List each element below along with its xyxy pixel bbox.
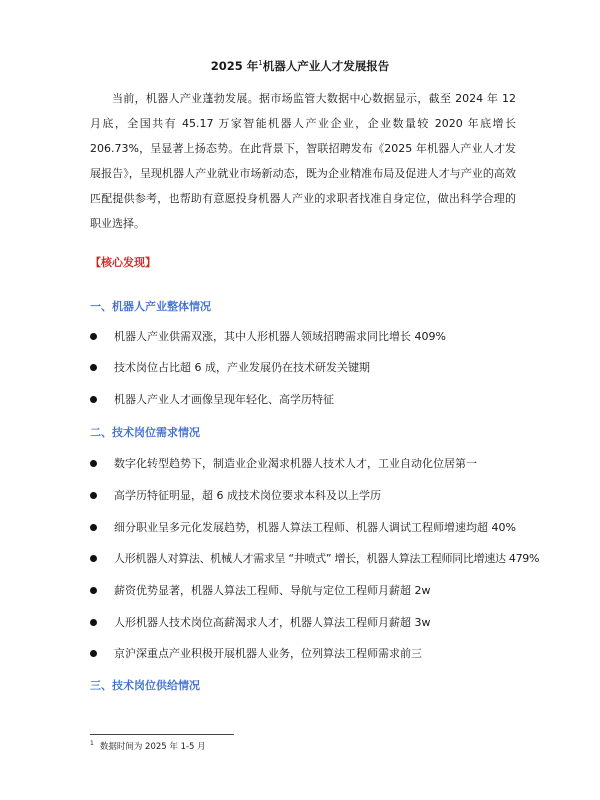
bullet-icon [90,650,97,657]
list-item-text: 薪资优势显著，机器人算法工程师、导航与定位工程师月薪超 2w [114,584,431,597]
list-item-text: 数字化转型趋势下，制造业企业渴求机器人技术人才，工业自动化位居第一 [114,457,477,470]
bullet-icon [90,555,97,562]
section-heading-1: 一、机器人产业整体情况 [90,300,211,313]
document-title [0,58,600,74]
bullet-icon [90,396,97,403]
footnote-marker: 1 [90,740,94,748]
section-heading-2: 二、技术岗位需求情况 [90,426,200,439]
bullet-icon [90,333,97,340]
footnote-divider [90,734,234,735]
list-item-text: 高学历特征明显，超 6 成技术岗位要求本科及以上学历 [114,489,381,502]
list-item-text: 人形机器人对算法、机械人才需求呈 “井喷式” 增长，机器人算法工程师同比增速达 479% [114,552,540,565]
key-findings-heading: 【核心发现】 [90,256,156,269]
list-item-text: 京沪深重点产业积极开展机器人业务，位列算法工程师需求前三 [114,647,422,660]
bullet-icon [90,524,97,531]
list-item-text: 人形机器人技术岗位高薪渴求人才，机器人算法工程师月薪超 3w [114,616,431,629]
footnote-reference[interactable]: 1 [258,59,263,68]
list-item-text: 机器人产业人才画像呈现年轻化、高学历特征 [114,393,334,406]
bullet-icon [90,492,97,499]
bullet-icon [90,460,97,467]
title-suffix: 机器人产业人才发展报告 [262,59,390,73]
list-item-text: 技术岗位占比超 6 成，产业发展仍在技术研发关键期 [114,361,370,374]
section-heading-3: 三、技术岗位供给情况 [90,679,200,692]
bullet-icon [90,364,97,371]
footnote [90,740,206,752]
list-item-text: 机器人产业供需双涨，其中人形机器人领域招聘需求同比增长 409% [114,330,446,343]
title-prefix: 2025 年 [210,59,259,73]
intro-paragraph: 当前，机器人产业蓬勃发展。据市场监管大数据中心数据显示，截至 2024 年 12 月底，全国共有 45.17 万家智能机器人产业企业，企业数量较 2020 年底增长 206.73%，呈显著上扬态势。在此背景下，智联招聘发布《2025 年机器人产业人才发展报告》，呈现机器人产业就业市场新动态，既为企业精准布局及促进人才与产业的高效匹配提供参考，也帮助有意愿投身机器人产业的求职者找准自身定位，做出科学合理的职业选择。 [90,92,516,230]
bullet-icon [90,619,97,626]
list-item-text: 细分职业呈多元化发展趋势，机器人算法工程师、机器人调试工程师增速均超 40% [114,521,516,534]
footnote-text: 数据时间为 2025 年 1-5 月 [99,742,206,752]
bullet-icon [90,587,97,594]
